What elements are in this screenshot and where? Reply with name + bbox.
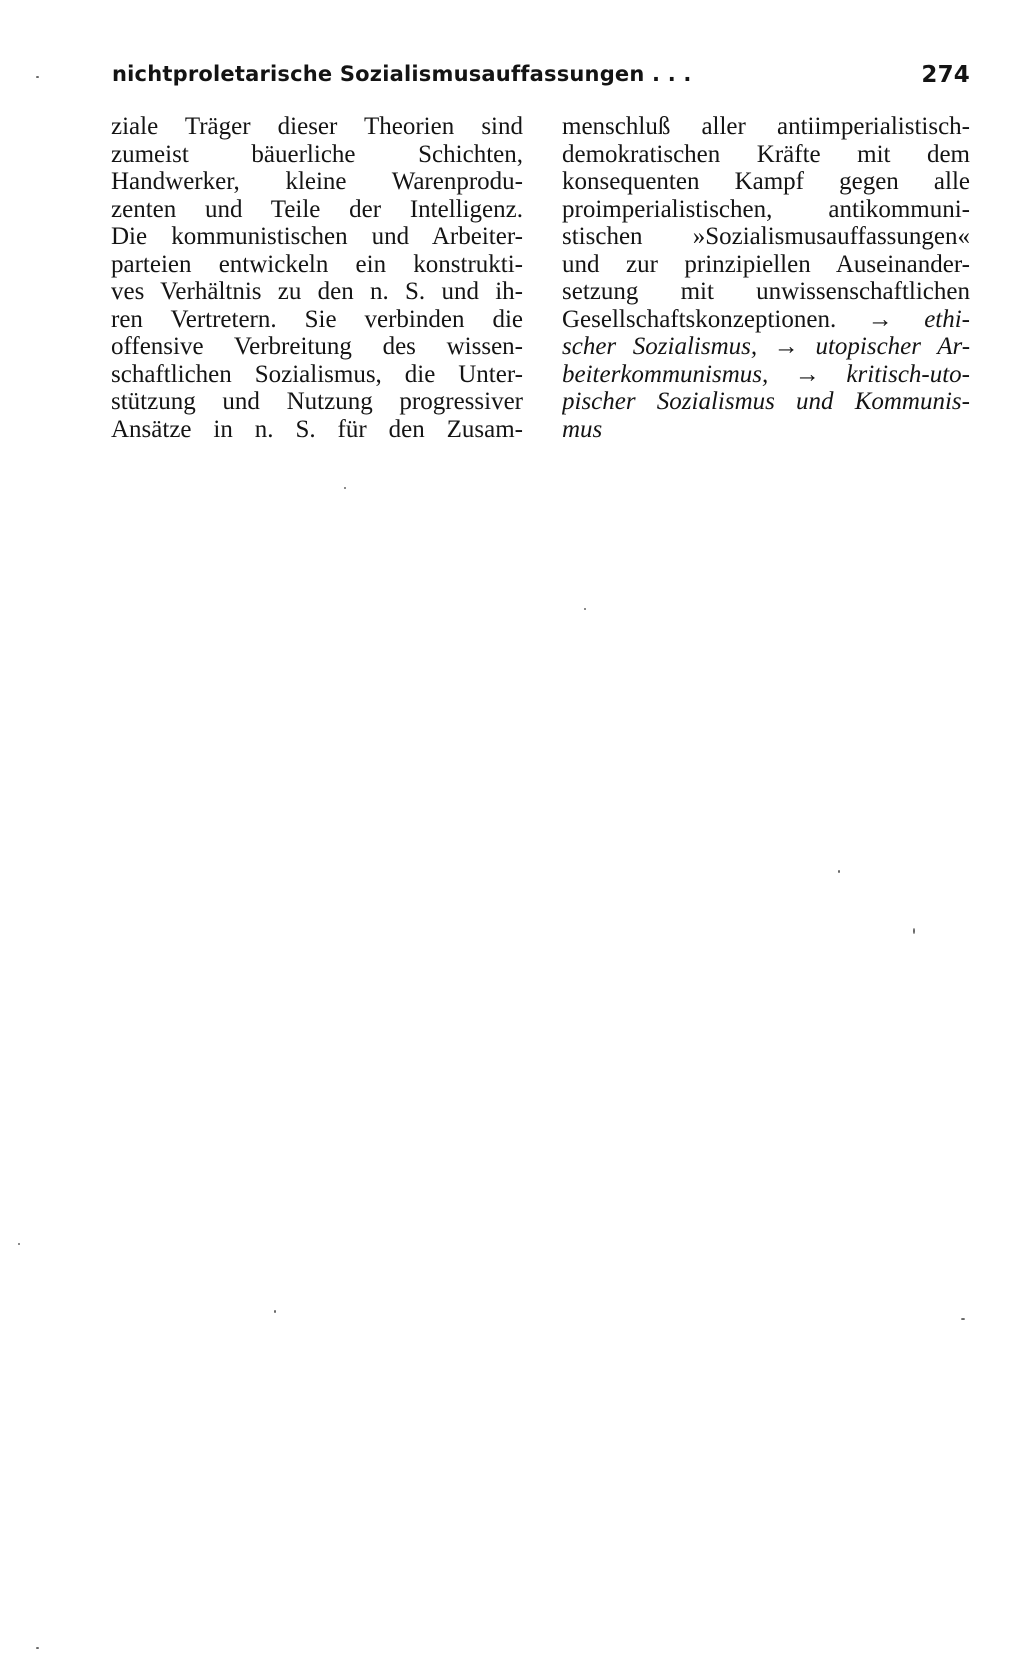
scan-speck (274, 1310, 276, 1313)
text-line: parteien entwickeln ein konstrukti- (111, 250, 523, 278)
text-line: und zur prinzipiellen Auseinander- (562, 250, 970, 278)
running-head-title: nichtproletarische Sozialismusauffassungen . . . (112, 62, 692, 86)
cross-reference: beiterkommunismus, (562, 360, 769, 388)
cross-reference-line: mus (562, 415, 603, 443)
line-text: Gesellschaftskonzeptionen. (562, 305, 837, 333)
scan-speck (36, 76, 39, 78)
right-column (562, 113, 970, 443)
text-line-with-reference (562, 361, 970, 389)
cross-reference-line: pischer Sozialismus und Kommunis- (562, 388, 970, 415)
text-line: proimperialistischen, antikommuni- (562, 195, 970, 223)
scan-speck (344, 487, 346, 489)
text-line: demokratischen Kräfte mit dem (562, 140, 970, 168)
scan-speck (584, 608, 586, 610)
text-line: zumeist bäuerliche Schichten, (111, 140, 523, 168)
see-also-arrow-icon: → (773, 333, 799, 360)
scan-speck (18, 1243, 20, 1245)
cross-reference: scher Sozialismus, (562, 333, 758, 360)
text-line: stützung und Nutzung progressiver (111, 388, 523, 415)
see-also-arrow-icon: → (867, 305, 893, 333)
text-line: setzung mit unwissenschaftlichen (562, 278, 970, 305)
scan-speck (36, 1647, 39, 1649)
text-line: Ansätze in n. S. für den Zusam- (111, 415, 523, 443)
scan-speck (913, 928, 915, 934)
text-line: offensive Verbreitung des wissen- (111, 333, 523, 360)
text-line: stischen »Sozialismusauffassungen« (562, 223, 970, 250)
text-line: konsequenten Kampf gegen alle (562, 168, 970, 195)
text-line: schaftlichen Sozialismus, die Unter- (111, 360, 523, 388)
cross-reference: kritisch-uto- (846, 360, 970, 388)
cross-reference: utopischer Ar- (815, 333, 970, 360)
text-line: menschluß aller antiimperialistisch- (562, 113, 970, 140)
running-head (112, 62, 970, 94)
see-also-arrow-icon: → (794, 360, 820, 388)
cross-reference: ethi- (924, 305, 970, 333)
text-line-with-reference (562, 333, 970, 361)
text-line-with-reference (562, 306, 970, 334)
text-line: Die kommunistischen und Arbeiter- (111, 223, 523, 250)
text-line: ves Verhältnis zu den n. S. und ih- (111, 278, 523, 305)
text-line: ziale Träger dieser Theorien sind (111, 113, 523, 140)
text-line: zenten und Teile der Intelligenz. (111, 195, 523, 223)
text-line: ren Vertretern. Sie verbinden die (111, 305, 523, 333)
scan-speck (838, 870, 840, 873)
scan-speck (961, 1318, 965, 1320)
left-column (111, 113, 523, 443)
text-line: Handwerker, kleine Warenprodu- (111, 168, 523, 195)
page-number: 274 (921, 62, 970, 88)
